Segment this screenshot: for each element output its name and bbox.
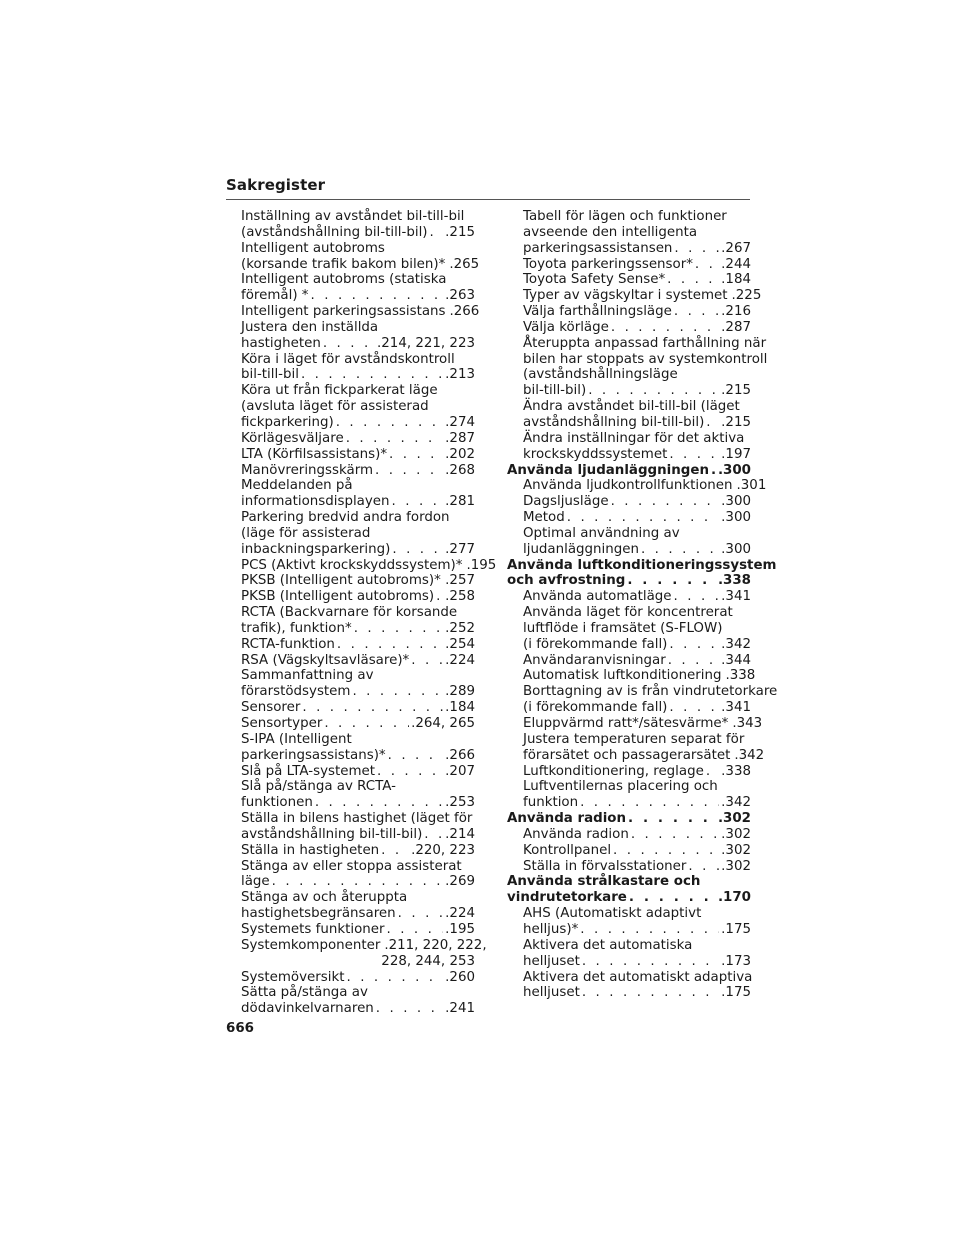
- dot-leader: [424, 827, 443, 843]
- dot-leader: [354, 621, 443, 637]
- entry-term: funktionen: [241, 795, 313, 811]
- index-entry: [241, 605, 475, 637]
- entry-text-line: AHS (Automatiskt adaptivt: [523, 906, 702, 922]
- index-entry: [241, 573, 475, 589]
- page-reference: .260: [445, 969, 475, 985]
- entry-term: föremål) *: [241, 288, 309, 304]
- entry-text-line: Köra i läget för avståndskontroll: [241, 351, 455, 367]
- entry-term: hastigheten: [241, 335, 321, 351]
- dot-leader: [323, 336, 375, 352]
- page-reference: .302: [721, 842, 751, 858]
- page-reference: .257: [445, 573, 475, 589]
- index-entry: [507, 843, 751, 859]
- entry-term: förarsätet och passagerarsätet: [523, 747, 731, 763]
- entry-term: parkeringsassistansen: [523, 240, 673, 256]
- entry-term: RSA (Vägskyltsavläsare)*: [241, 652, 410, 668]
- dot-leader: [411, 653, 443, 669]
- entry-term: Använda ljudkontrollfunktionen: [523, 478, 733, 494]
- entry-term: informationsdisplayen: [241, 494, 390, 510]
- page-reference: .341: [721, 589, 751, 605]
- dot-leader: [302, 700, 443, 716]
- entry-term: Automatisk luftkonditionering: [523, 668, 722, 684]
- dot-leader: [398, 906, 444, 922]
- dot-leader: [377, 764, 443, 780]
- page-reference: .287: [445, 430, 475, 446]
- index-entry: [507, 716, 763, 732]
- index-entry: [507, 731, 765, 764]
- dot-leader: [706, 764, 719, 780]
- entry-term: PCS (Aktivt krockskyddssystem)*: [241, 557, 463, 573]
- page-reference: .269: [445, 874, 475, 890]
- entry-term: Systemets funktioner: [241, 921, 385, 937]
- index-entry: [507, 970, 751, 1002]
- entry-term: (i förekommande fall): [523, 636, 668, 652]
- index-entry: [241, 732, 475, 764]
- entry-term: Använda radion: [507, 811, 627, 827]
- entry-text-line: Använda läget för koncentrerat: [523, 605, 733, 621]
- page-reference: .267: [721, 240, 751, 256]
- entry-text-line: luftflöde i framsätet (S-FLOW): [523, 620, 723, 636]
- entry-text-line: Justera den inställda: [241, 319, 379, 335]
- entry-text-line: Sammanfattning av: [241, 668, 374, 684]
- entry-text-line: Luftventilernas placering och: [523, 779, 718, 795]
- index-entry: [241, 240, 480, 273]
- index-entry: [507, 494, 751, 510]
- index-entry: [241, 383, 475, 431]
- page-reference: .202: [445, 446, 475, 462]
- index-entry: [507, 304, 751, 320]
- index-entry: [241, 716, 475, 732]
- entry-text-line: Ändra avståndet bil-till-bil (läget: [523, 399, 740, 415]
- page-reference: .215: [721, 383, 751, 399]
- index-entry: [507, 684, 778, 716]
- entry-term: Metod: [523, 510, 565, 526]
- entry-term: Ställa in hastigheten: [241, 842, 380, 858]
- entry-term: och avfrostning: [507, 573, 626, 589]
- page-reference: .287: [721, 319, 751, 335]
- entry-term: Sensortyper: [241, 716, 323, 731]
- page-reference: .244: [721, 256, 751, 272]
- entry-term: Dagsljusläge: [523, 494, 609, 510]
- header-divider: [226, 199, 750, 200]
- entry-term: Använda automatläge: [523, 589, 672, 605]
- index-entry: [241, 463, 475, 479]
- page-reference: .213: [445, 367, 475, 383]
- entry-term: krockskyddssystemet: [523, 446, 668, 462]
- entry-text-line: Aktivera det automatiskt adaptiva: [523, 969, 753, 985]
- page-reference: .207: [445, 763, 475, 779]
- index-entry: [507, 526, 751, 558]
- index-entry: [507, 827, 751, 843]
- entry-term: Systemöversikt: [241, 969, 345, 985]
- index-entry: [507, 478, 767, 494]
- page-reference: .302: [721, 858, 751, 874]
- entry-term: bil-till-bil): [523, 383, 587, 399]
- index-entry: [507, 335, 768, 399]
- entry-term: Välja körläge: [523, 319, 609, 335]
- page-reference: .184: [721, 272, 751, 288]
- dot-leader: [674, 589, 720, 605]
- dot-leader: [588, 383, 719, 399]
- entry-text-line: Parkering bredvid andra fordon: [241, 510, 450, 526]
- entry-term: Toyota parkeringssensor*: [523, 256, 693, 272]
- page-reference: .338: [721, 763, 751, 779]
- dot-leader: [669, 700, 719, 716]
- entry-text-line: avseende den intelligenta: [523, 224, 698, 240]
- entry-text-line: Intelligent autobroms (statiska: [241, 272, 447, 288]
- dot-leader: [337, 637, 443, 653]
- index-entry: [241, 811, 475, 843]
- dot-leader: [567, 510, 719, 526]
- dot-leader: [301, 367, 443, 383]
- index-entry: [241, 209, 475, 241]
- dot-leader: [711, 463, 716, 479]
- page-reference: .338: [725, 668, 756, 684]
- index-entry: [241, 272, 475, 304]
- index-entry: [507, 605, 751, 653]
- dot-leader: [580, 795, 719, 811]
- entry-term: Körlägesväljare: [241, 430, 344, 446]
- index-entry: [241, 922, 475, 938]
- entry-term: läge: [241, 874, 270, 890]
- entry-term: avståndshållning bil-till-bil): [241, 826, 423, 842]
- entry-term: Välja farthållningsläge: [523, 304, 672, 320]
- index-entry: [507, 906, 751, 938]
- index-entry: [507, 859, 751, 875]
- entry-text-line: Tabell för lägen och funktioner: [523, 209, 727, 224]
- page-reference: .241: [445, 1001, 475, 1017]
- entry-term: PKSB (Intelligent autobroms)*: [241, 573, 441, 589]
- dot-leader: [582, 985, 719, 1001]
- index-column-left: [241, 209, 497, 1017]
- entry-term: Typer av vägskyltar i systemet: [523, 288, 728, 304]
- dot-leader: [376, 1001, 443, 1017]
- entry-text-line: Borttagning av is från vindrutetorkare: [523, 684, 778, 700]
- page-reference: .264, 265: [411, 716, 475, 731]
- entry-text-line: Ställa in bilens hastighet (läget för: [241, 811, 473, 827]
- entry-text-line: bilen har stoppats av systemkontroll: [523, 351, 768, 367]
- entry-term: bil-till-bil: [241, 367, 299, 383]
- entry-term: ljudanläggningen: [523, 541, 639, 557]
- page-reference: .268: [445, 462, 475, 478]
- dot-leader: [627, 573, 716, 589]
- entry-text-line: Använda strålkastare och: [507, 874, 701, 890]
- page-reference: .184: [445, 700, 475, 716]
- entry-text-line: Ändra inställningar för det aktiva: [523, 430, 745, 446]
- index-entry: [241, 970, 475, 986]
- entry-text-line: RCTA (Backvarnare för korsande: [241, 605, 458, 621]
- page-reference: .173: [721, 953, 751, 969]
- index-entry: [241, 668, 475, 700]
- page-reference: .342: [721, 795, 751, 811]
- page-reference: .266: [445, 747, 475, 763]
- index-entry: [241, 510, 475, 558]
- page-reference: .195: [445, 921, 475, 937]
- index-entry: [507, 257, 751, 273]
- index-entry: [507, 764, 751, 780]
- dot-leader: [352, 684, 443, 700]
- entry-text-line: Sätta på/stänga av: [241, 985, 368, 1001]
- dot-leader: [669, 447, 719, 463]
- index-entry: [241, 653, 475, 669]
- dot-leader: [436, 589, 443, 605]
- page-reference: .224: [445, 906, 475, 922]
- entry-text-line: Aktivera det automatiska: [523, 937, 693, 953]
- index-entry: [241, 557, 497, 574]
- entry-text-line: Slå på/stänga av RCTA-: [241, 779, 396, 795]
- index-entry: [241, 843, 475, 859]
- page-reference-continued: 228, 244, 253: [381, 953, 475, 969]
- entry-term: trafik), funktion*: [241, 620, 352, 636]
- entry-term: Luftkonditionering, reglage: [523, 763, 704, 779]
- index-entry: [241, 320, 475, 352]
- page-reference: .277: [445, 541, 475, 557]
- entry-term: Använda radion: [523, 826, 629, 842]
- page-reference: .170: [717, 890, 751, 906]
- entry-term: helljuset: [523, 953, 580, 969]
- page-reference: .300: [721, 510, 751, 526]
- page-reference: .281: [445, 494, 475, 510]
- entry-term: PKSB (Intelligent autobroms): [241, 589, 435, 605]
- index-column-right: [507, 209, 778, 1001]
- entry-text-line: Justera temperaturen separat för: [523, 731, 745, 747]
- index-entry: [241, 890, 475, 922]
- entry-text-line: Inställning av avståndet bil-till-bil: [241, 209, 465, 224]
- index-entry: [241, 478, 475, 510]
- page-reference: .342: [734, 747, 765, 763]
- dot-leader: [430, 225, 444, 241]
- dot-leader: [695, 257, 719, 273]
- page-reference: .289: [445, 684, 475, 700]
- entry-term: parkeringsassistans)*: [241, 747, 386, 763]
- page-reference: .252: [445, 620, 475, 636]
- page-reference: .266: [449, 304, 480, 320]
- entry-text-line: Stänga av och återuppta: [241, 890, 408, 906]
- entry-term: (avståndshållning bil-till-bil): [241, 224, 428, 240]
- page-reference: .302: [717, 811, 751, 827]
- page-reference: .175: [721, 921, 751, 937]
- entry-term: inbackningsparkering): [241, 541, 391, 557]
- index-entry: [507, 653, 751, 669]
- entry-term: Använda ljudanläggningen: [507, 462, 709, 478]
- entry-text-line: S-IPA (Intelligent: [241, 731, 352, 747]
- dot-leader: [631, 827, 719, 843]
- page-reference: .338: [717, 573, 751, 589]
- page-reference: .342: [721, 636, 751, 652]
- entry-text-line: Använda luftkonditioneringssystem: [507, 557, 777, 573]
- entry-term: förarstödsystem: [241, 684, 351, 700]
- entry-term: funktion: [523, 795, 579, 811]
- dot-leader: [629, 890, 716, 906]
- dot-leader: [389, 447, 443, 463]
- page-reference: .215: [721, 414, 751, 430]
- page-reference: .265: [449, 256, 480, 272]
- index-entry: [507, 668, 756, 684]
- dot-leader: [324, 716, 409, 732]
- index-entry: [241, 764, 475, 780]
- entry-term: Systemkomponenter: [241, 937, 381, 953]
- entry-text-line: Köra ut från fickparkerat läge: [241, 383, 438, 399]
- index-entry: [241, 859, 475, 891]
- index-entry: [507, 431, 751, 463]
- dot-leader: [336, 415, 443, 431]
- page-reference: .216: [721, 304, 751, 320]
- index-entry: [241, 937, 487, 970]
- entry-text-line: Meddelanden på: [241, 478, 353, 494]
- dot-leader: [688, 859, 719, 875]
- page-reference: .254: [445, 636, 475, 652]
- dot-leader: [669, 637, 719, 653]
- entry-term: Slå på LTA-systemet: [241, 763, 375, 779]
- entry-term: fickparkering): [241, 414, 334, 430]
- entry-text-line: (avsluta läget för assisterad: [241, 399, 429, 415]
- page-reference: .195: [466, 557, 497, 573]
- dot-leader: [580, 922, 719, 938]
- entry-term: Manövreringsskärm: [241, 462, 374, 478]
- entry-term: Toyota Safety Sense*: [523, 272, 666, 288]
- entry-term: Intelligent parkeringsassistans: [241, 304, 446, 320]
- index-entry: [241, 700, 475, 716]
- page-reference: .214, 221, 223: [377, 335, 475, 351]
- index-entry: [507, 320, 751, 336]
- index-entry: [241, 447, 475, 463]
- page-reference: .300: [721, 494, 751, 510]
- index-entry: [241, 637, 475, 653]
- index-heading: [507, 811, 751, 827]
- entry-term: dödavinkelvarnaren: [241, 1001, 374, 1017]
- page-reference: .274: [445, 414, 475, 430]
- entry-term: (korsande trafik bakom bilen)*: [241, 256, 446, 272]
- dot-leader: [311, 288, 444, 304]
- page-title: Sakregister: [226, 176, 326, 194]
- dot-leader: [613, 843, 719, 859]
- entry-text-line: Återuppta anpassad farthållning när: [523, 335, 767, 351]
- index-entry: [241, 304, 480, 320]
- page-reference: .197: [721, 446, 751, 462]
- page-reference: .301: [736, 478, 767, 494]
- index-heading: [507, 874, 751, 906]
- index-entry: [241, 985, 475, 1017]
- page-reference: .253: [445, 795, 475, 811]
- dot-leader: [392, 494, 444, 510]
- entry-text-line: Intelligent autobroms: [241, 240, 385, 256]
- dot-leader: [381, 843, 409, 859]
- page-reference: .300: [721, 541, 751, 557]
- page-reference: .220, 223: [411, 842, 475, 858]
- dot-leader: [388, 748, 444, 764]
- dot-leader: [392, 542, 443, 558]
- dot-leader: [272, 874, 444, 890]
- dot-leader: [375, 463, 443, 479]
- dot-leader: [667, 272, 719, 288]
- index-entry: [507, 589, 751, 605]
- entry-term: Eluppvärmd ratt*/sätesvärme*: [523, 716, 729, 731]
- entry-term: hastighetsbegränsaren: [241, 906, 396, 922]
- dot-leader: [611, 494, 720, 510]
- dot-leader: [706, 415, 719, 431]
- entry-term: Sensorer: [241, 700, 301, 716]
- dot-leader: [668, 653, 719, 669]
- dot-leader: [582, 954, 719, 970]
- page-reference: .258: [445, 589, 475, 605]
- entry-term: Användaranvisningar: [523, 652, 666, 668]
- index-entry: [507, 272, 751, 288]
- entry-text-line: Stänga av eller stoppa assisterat: [241, 858, 462, 874]
- dot-leader: [387, 922, 444, 938]
- dot-leader: [346, 431, 443, 447]
- dot-leader: [315, 795, 443, 811]
- index-entry: [507, 938, 751, 970]
- entry-term: helljuset: [523, 985, 580, 1001]
- entry-text-line: (läge för assisterad: [241, 525, 371, 541]
- index-entry: [507, 779, 751, 811]
- entry-term: (i förekommande fall): [523, 700, 668, 716]
- entry-text-line: (avståndshållningsläge: [523, 367, 678, 383]
- entry-term: RCTA-funktion: [241, 636, 335, 652]
- entry-term: LTA (Körfilsassistans)*: [241, 446, 388, 462]
- index-entry: [507, 510, 751, 526]
- entry-text-line: Optimal användning av: [523, 525, 680, 541]
- page-reference: .211, 220, 222,: [384, 937, 487, 953]
- index-entry: [241, 589, 475, 605]
- entry-term: Kontrollpanel: [523, 842, 612, 858]
- entry-term: vindrutetorkare: [507, 890, 627, 906]
- page-number: 666: [226, 1021, 254, 1036]
- index-entry: [507, 288, 762, 304]
- index-entry: [507, 209, 751, 257]
- dot-leader: [628, 811, 716, 827]
- dot-leader: [674, 241, 719, 257]
- entry-term: avståndshållning bil-till-bil): [523, 414, 705, 430]
- page-reference: .224: [445, 652, 475, 668]
- index-entry: [241, 431, 475, 447]
- page-reference: .300: [717, 462, 751, 478]
- page-reference: .343: [732, 716, 763, 731]
- page-reference: .175: [721, 985, 751, 1001]
- entry-term: helljus)*: [523, 921, 579, 937]
- page-reference: .263: [445, 288, 475, 304]
- dot-leader: [347, 970, 444, 986]
- index-heading: [507, 557, 777, 590]
- page-reference: .225: [731, 288, 762, 304]
- entry-term: Ställa in förvalsstationer: [523, 858, 687, 874]
- page-reference: .302: [721, 826, 751, 842]
- page-reference: .344: [721, 652, 751, 668]
- index-entry: [241, 779, 475, 811]
- dot-leader: [611, 320, 719, 336]
- index-entry: [241, 352, 475, 384]
- dot-leader: [641, 542, 719, 558]
- page-reference: .214: [445, 826, 475, 842]
- page-reference: .341: [721, 700, 751, 716]
- index-heading: [507, 463, 751, 479]
- page-reference: .215: [445, 224, 475, 240]
- index-entry: [507, 399, 751, 431]
- dot-leader: [674, 304, 719, 320]
